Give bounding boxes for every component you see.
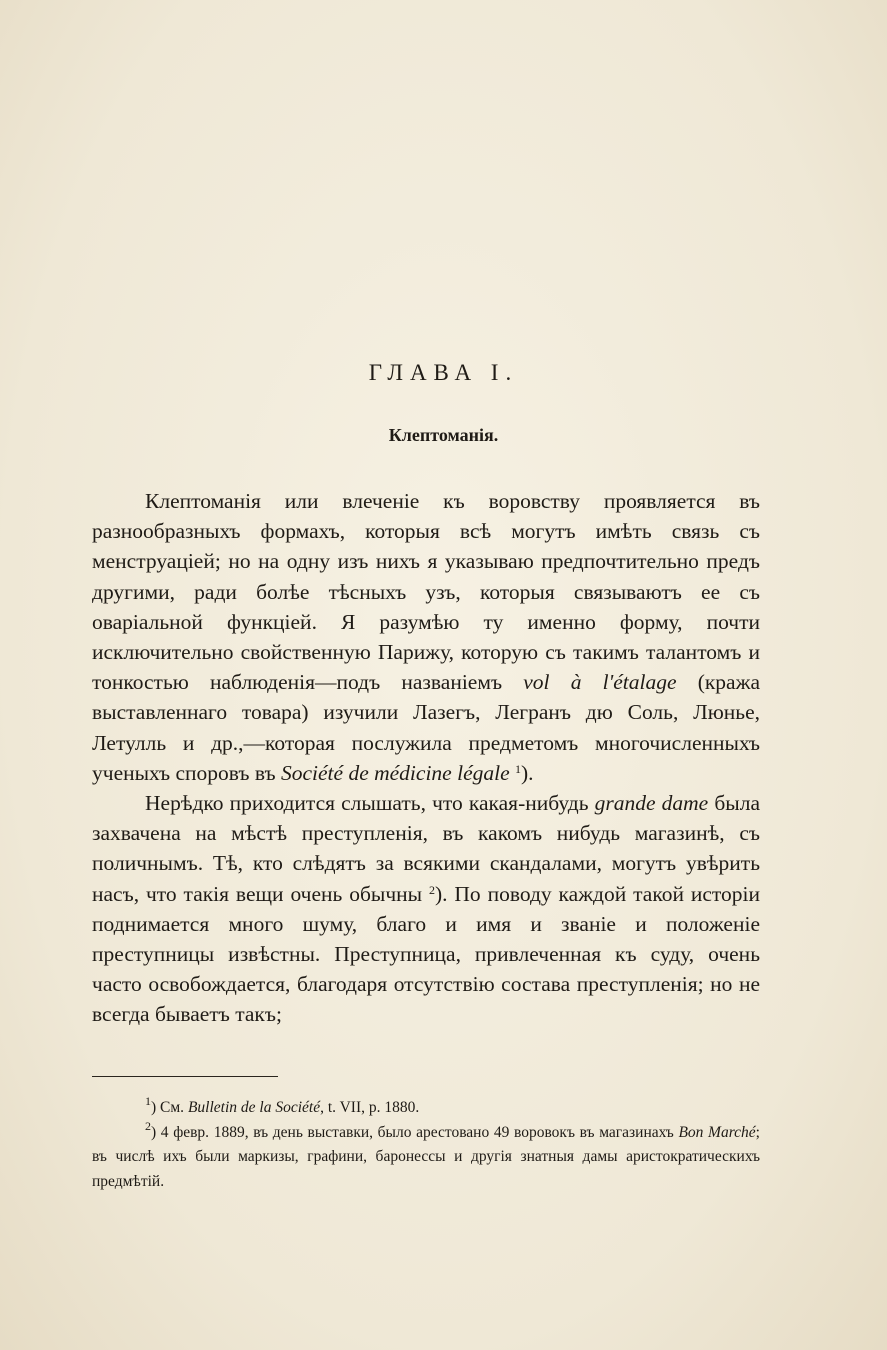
paragraph-1: Клептоманія или влеченіе къ воровству проявляется въ разнообразныхъ формахъ, которыя всѣ могутъ имѣть связь съ менструаціей; но на одну изъ нихъ я указываю предпочтительно предъ другими, ради болѣе тѣсныхъ узъ, которыя связываютъ ее съ оваріальной функціей. Я разумѣю ту именно форму, почти исключительно свойственную Парижу, которую съ такимъ талантомъ и тонкостью наблюденія—подъ названіемъ vol à l'étalage (кража выставленнаго товара) изучили Лазегъ, Легранъ дю Соль, Люнье, Летулль и др.,—которая послужила предметомъ многочисленныхъ ученыхъ споровъ въ Société de médicine légale $^1$).	[92, 489, 760, 785]
footnote-number: 1	[145, 1094, 151, 1108]
footnote-divider	[92, 1076, 278, 1077]
paragraph-2: Нерѣдко приходится слышать, что какая-нибудь grande dame была захвачена на мѣстѣ преступленія, въ какомъ нибудь магазинѣ, съ поличнымъ. Тѣ, кто слѣдятъ за всякими скандалами, могутъ увѣрить насъ, что такія вещи очень обычны $^2$). По поводу каждой такой исторіи поднимается много шуму, благо и имя и званіе и положеніе преступницы извѣстны. Преступница, привлеченная къ суду, очень часто освобождается, благодаря отсутствію состава преступленія; но не всегда бываетъ такъ;	[92, 791, 760, 1027]
italic-phrase: Société de médicine légale	[281, 760, 510, 785]
footnote-1: $^1$) См. Bulletin de la Société, t. VII, p. 1880.	[145, 1094, 420, 1116]
body-text	[92, 486, 760, 1030]
footnote-number: 2	[145, 1118, 151, 1133]
footnote-ref: 2	[428, 882, 435, 897]
italic-phrase: Bon Marché	[678, 1123, 756, 1141]
italic-phrase: Bulletin de la Société	[187, 1099, 321, 1116]
italic-phrase: grande dame	[594, 791, 709, 816]
chapter-subtitle: Клептоманія.	[388, 425, 499, 445]
footnote-ref: 1	[515, 761, 522, 776]
footnote-2: $^2$) 4 февр. 1889, въ день выставки, было арестовано 49 воровокъ въ магазинахъ Bon Marché; въ числѣ ихъ были маркизы, графини, баронессы и другія знатныя дамы аристократическихъ предмѣтій.	[92, 1118, 760, 1190]
chapter-title: ГЛАВА I.	[368, 360, 519, 385]
italic-phrase: vol à l'étalage	[523, 670, 677, 695]
footnotes	[92, 1096, 760, 1194]
